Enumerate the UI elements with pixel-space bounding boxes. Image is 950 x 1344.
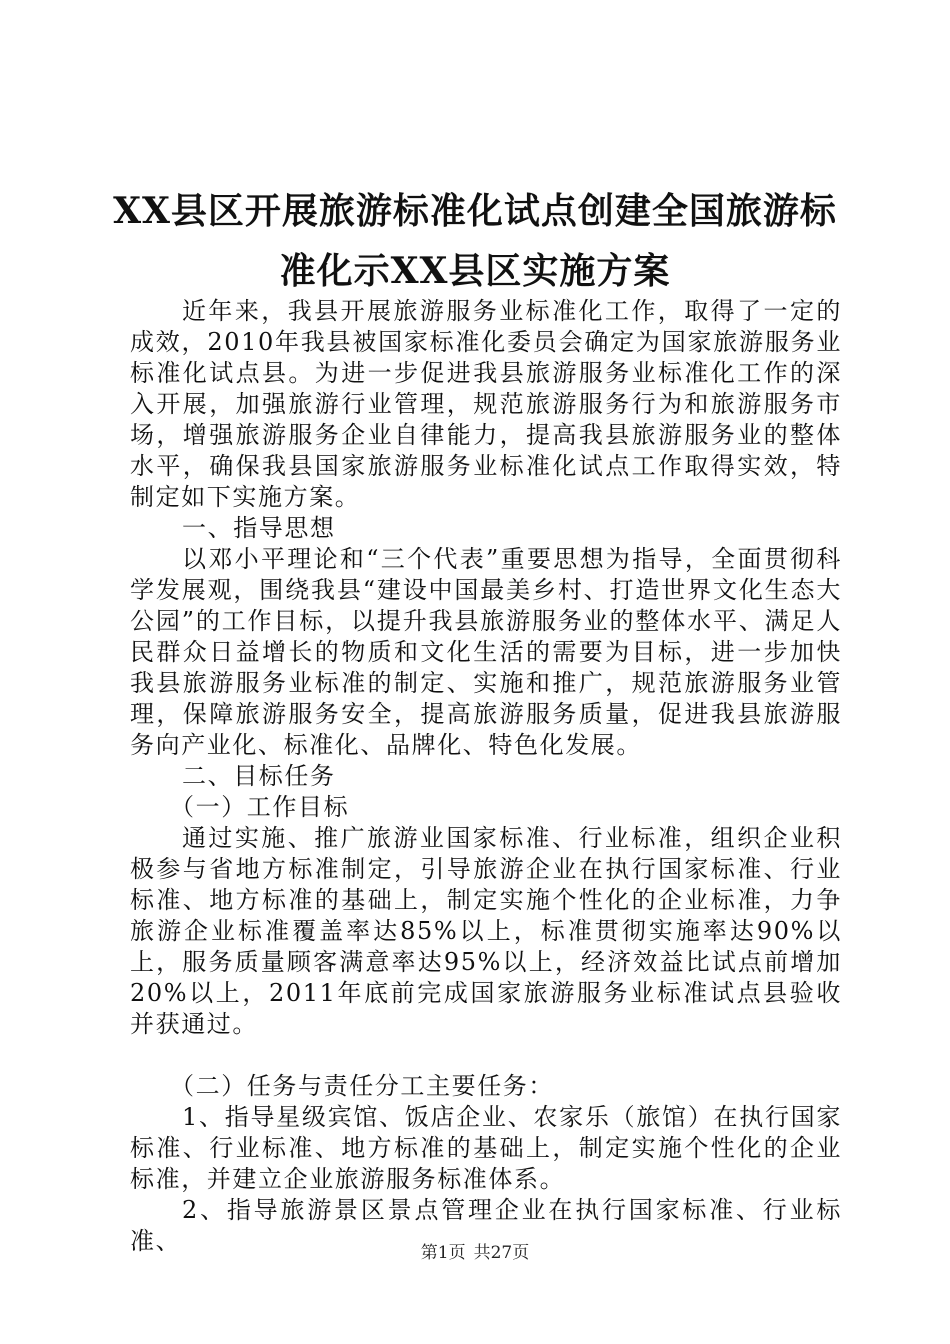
page-footer	[0, 1241, 950, 1265]
subheading-tasks-responsibilities: （二）任务与责任分工主要任务：	[170, 1072, 554, 1100]
section-heading-goals-tasks: 二、目标任务	[182, 762, 336, 790]
document-title-line-2: 准化示XX县区实施方案	[279, 250, 671, 292]
document-title-line-1: XX县区开展旅游标准化试点创建全国旅游标	[113, 190, 837, 232]
section-heading-guiding-thought: 一、指导思想	[182, 514, 336, 542]
page-total: 共27页	[473, 1243, 530, 1263]
subheading-work-goals: （一）工作目标	[170, 793, 350, 821]
work-goals-paragraph: 通过实施、推广旅游业国家标准、行业标准，组织企业积极参与省地方标准制定，引导旅游企业在执行国家标准、行业标准、地方标准的基础上，制定实施个性化的企业标准，力争旅游企业标准覆盖率达85%以上，标准贯彻实施率达90%以上，服务质量顾客满意率达95%以上，经济效益比试点前增加20%以上，2011年底前完成国家旅游服务业标准试点县验收并获通过。	[130, 824, 842, 1038]
intro-paragraph: 近年来，我县开展旅游服务业标准化工作，取得了一定的成效，2010年我县被国家标准化委员会确定为国家旅游服务业标准化试点县。为进一步促进我县旅游服务业标准化工作的深入开展，加强旅游行业管理，规范旅游服务行为和旅游服务市场，增强旅游服务企业自律能力，提高我县旅游服务业的整体水平，确保我县国家旅游服务业标准化试点工作取得实效，特制定如下实施方案。	[130, 297, 842, 511]
guiding-thought-paragraph: 以邓小平理论和“三个代表”重要思想为指导，全面贯彻科学发展观，围绕我县“建设中国最美乡村、打造世界文化生态大公园”的工作目标，以提升我县旅游服务业的整体水平、满足人民群众日益增长的物质和文化生活的需要为目标，进一步加快我县旅游服务业标准的制定、实施和推广，规范旅游服务业管理，保障旅游服务安全，提高旅游服务质量，促进我县旅游服务向产业化、标准化、品牌化、特色化发展。	[130, 545, 842, 759]
document-body	[130, 296, 842, 1257]
task-item-2: 2、指导旅游景区景点管理企业在执行国家标准、行业标准、	[130, 1196, 842, 1255]
page-number: 第1页	[420, 1243, 466, 1263]
task-item-1: 1、指导星级宾馆、饭店企业、农家乐（旅馆）在执行国家标准、行业标准、地方标准的基础上，制定实施个性化的企业标准，并建立企业旅游服务标准体系。	[130, 1103, 842, 1193]
